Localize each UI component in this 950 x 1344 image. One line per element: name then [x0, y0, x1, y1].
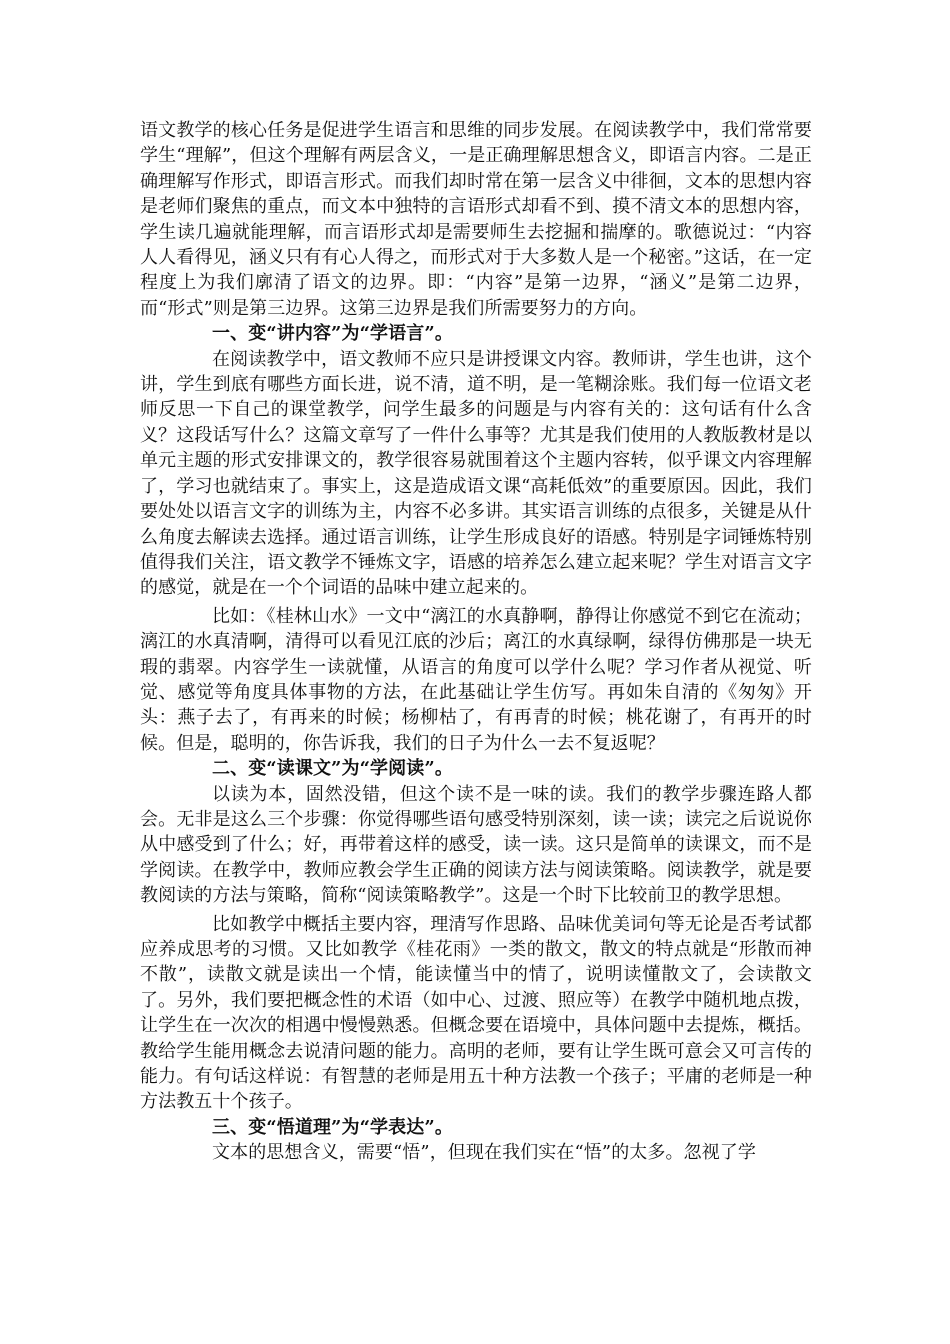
- section-heading-3: 三、变“悟道理”为“学表达”。: [212, 1116, 453, 1138]
- section-3-paragraph-1: 文本的思想含义，需要“悟”，但现在我们实在“悟”的太多。忽视了学: [212, 1142, 757, 1164]
- section-1-paragraph-1: 在阅读教学中，语文教师不应只是讲授课文内容。教师讲，学生也讲，这个讲，学生到底有哪些方面长进，说不清，道不明，是一笔糊涂账。我们每一位语文老师反思一下自己的课堂教学，问学生最多的问题是与内容有关的：这句话有什么含义？这段话写什么？这篇文章写了一件什么事等？尤其是我们使用的人教版教材是以单元主题的形式安排课文的，教学很容易就围着这个主题内容转，似乎课文内容理解了，学习也就结束了。事实上，这是造成语文课“高耗低效”的重要原因。因此，我们要处处以语言文字的训练为主，内容不必多讲。其实语言训练的点很多，关键是从什么角度去解读去选择。通过语言训练，让学生形成良好的语感。特别是字词锤炼特别值得我们关注，语文教学不锤炼文字，语感的培养怎么建立起来呢？学生对语言文字的感觉，就是在一个个词语的品味中建立起来的。: [140, 348, 812, 599]
- section-heading-2: 二、变“读课文”为“学阅读”。: [212, 758, 453, 780]
- section-heading-1: 一、变“讲内容”为“学语言”。: [212, 323, 453, 345]
- intro-paragraph: 语文教学的核心任务是促进学生语言和思维的同步发展。在阅读教学中，我们常常要学生“理解”，但这个理解有两层含义，一是正确理解思想含义，即语言内容。二是正确理解写作形式，即语言形式。而我们却时常在第一层含义中徘徊，文本的思想内容是老师们聚焦的重点，而文本中独特的言语形式却看不到、摸不清文本的思想内容，学生读几遍就能理解，而言语形式却是需要师生去挖掘和揣摩的。歌德说过：“内容人人看得见，涵义只有有心人得之，而形式对于大多数人是一个秘密。”这话，在一定程度上为我们廓清了语文的边界。即：“内容”是第一边界，“涵义”是第二边界，而“形式”则是第三边界。这第三边界是我们所需要努力的方向。: [140, 120, 812, 319]
- document-page: [140, 118, 812, 1166]
- section-2-paragraph-2: 比如教学中概括主要内容，理清写作思路、品味优美词句等无论是否考试都应养成思考的习惯。又比如教学《桂花雨》一类的散文，散文的特点就是“形散而神不散”，读散文就是读出一个情，能读懂当中的情了，说明读懂散文了，会读散文了。另外，我们要把概念性的术语（如中心、过渡、照应等）在教学中随机地点拨，让学生在一次次的相遇中慢慢熟悉。但概念要在语境中，具体问题中去提炼，概括。教给学生能用概念去说清问题的能力。高明的老师，要有让学生既可意会又可言传的能力。有句话这样说：有智慧的老师是用五十种方法教一个孩子；平庸的老师是一种方法教五十个孩子。: [140, 913, 812, 1113]
- section-2-paragraph-1: 以读为本，固然没错，但这个读不是一味的读。我们的教学步骤连路人都会。无非是这么三个步骤：你觉得哪些语句感受特别深刻，读一读；读完之后说说你从中感受到了什么；好，再带着这样的感受，读一读。这只是简单的读课文，而不是学阅读。在教学中，教师应教会学生正确的阅读方法与阅读策略。阅读教学，就是要教阅读的方法与策略，简称“阅读策略教学”。这是一个时下比较前卫的教学思想。: [140, 783, 812, 907]
- section-1-paragraph-2: 比如：《桂林山水》一文中“漓江的水真静啊，静得让你感觉不到它在流动；漓江的水真清啊，清得可以看见江底的沙后；离江的水真绿啊，绿得仿佛那是一块无瑕的翡翠。内容学生一读就懂，从语言的角度可以学什么呢？学习作者从视觉、听觉、感觉等角度具体事物的方法，在此基础让学生仿写。再如朱自清的《匆匆》开头：燕子去了，有再来的时候；杨柳枯了，有再青的时候；桃花谢了，有再开的时候。但是，聪明的，你告诉我，我们的日子为什么一去不复返呢？: [140, 605, 812, 754]
